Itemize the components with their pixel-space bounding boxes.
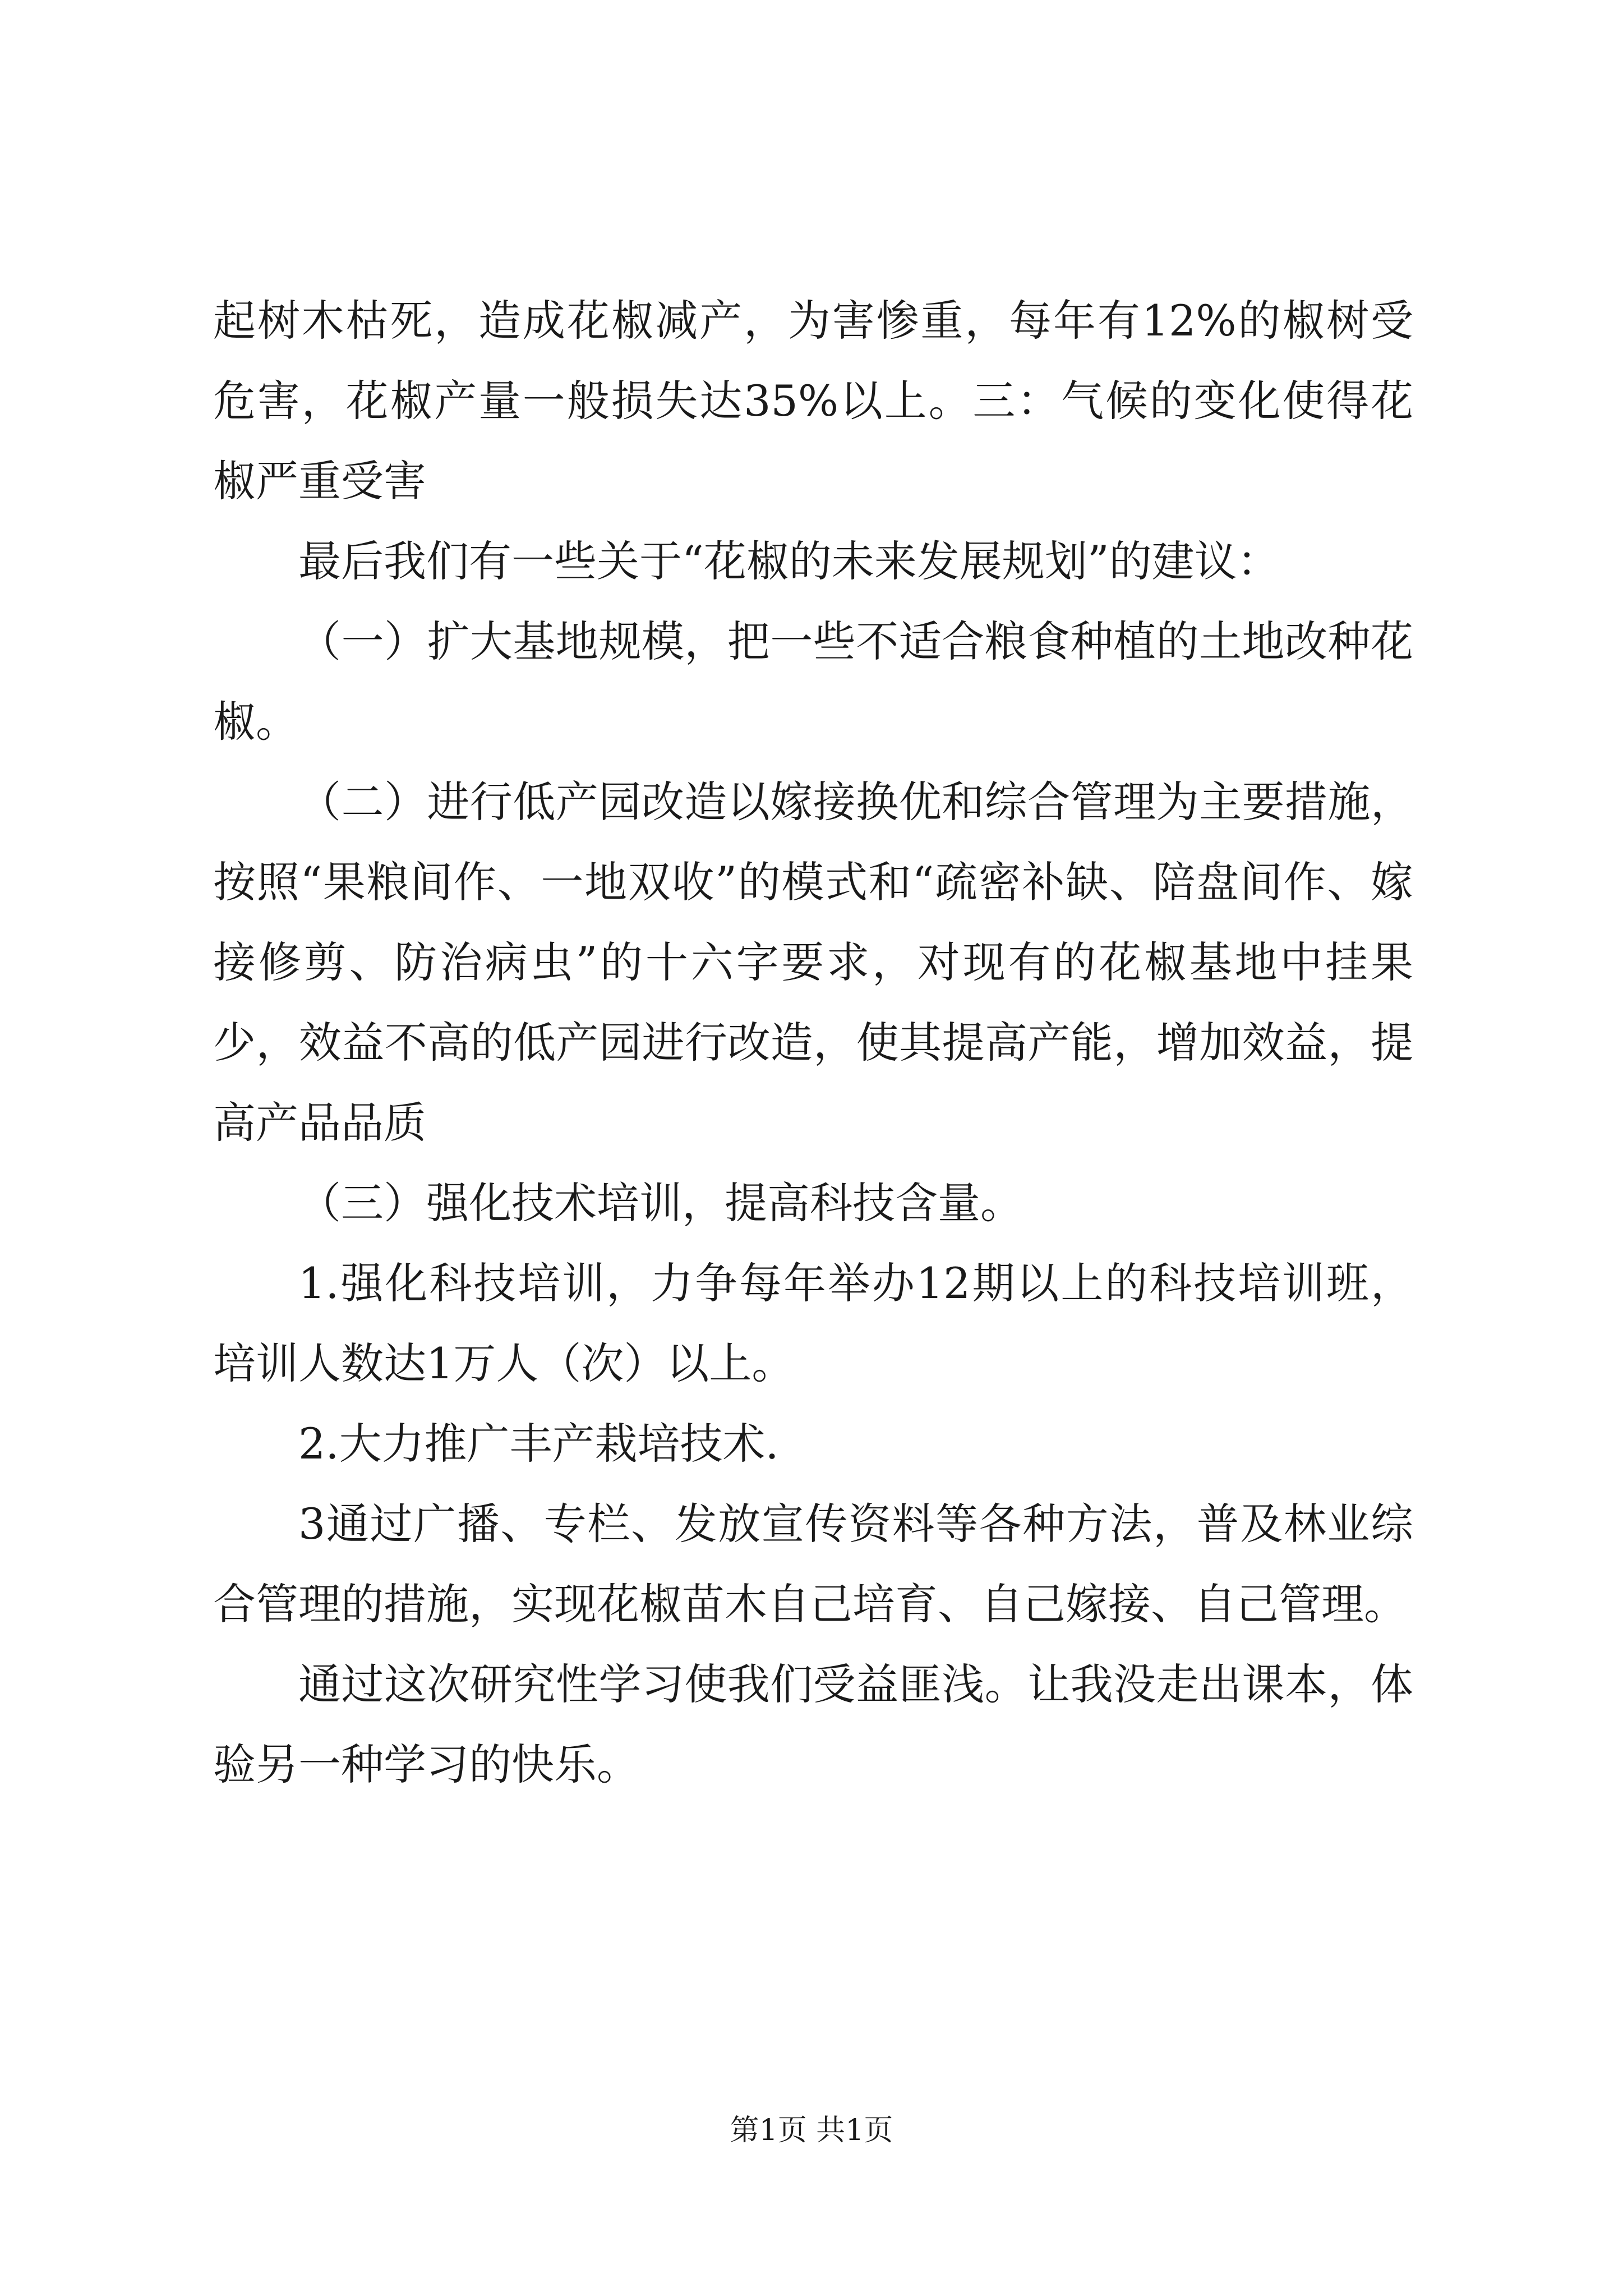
paragraph-conclusion: 通过这次研究性学习使我们受益匪浅。让我没走出课本，体验另一种学习的快乐。 (213, 1659, 1413, 1789)
paragraph-item-3: 3通过广播、专栏、发放宣传资料等各种方法，普及林业综合管理的措施，实现花椒苗木自己培育、自己嫁接、自己管理。 (213, 1499, 1413, 1629)
paragraph-suggestion-2: （二）进行低产园改造以嫁接换优和综合管理为主要措施，按照“果粮间作、一地双收”的模式和“疏密补缺、陪盘间作、嫁接修剪、防治病虫”的十六字要求，对现有的花椒基地中挂果少，效益不高的低产园进行改造，使其提高产能，增加效益，提高产品品质 (213, 777, 1413, 1148)
paragraph-continued: 起树木枯死，造成花椒减产，为害惨重，每年有12%的椒树受危害，花椒产量一般损失达35%以上。三：气候的变化使得花椒严重受害 (213, 296, 1413, 506)
paragraph-suggestion-1: （一）扩大基地规模，把一些不适合粮食种植的土地改种花椒。 (213, 616, 1413, 747)
paragraph-item-1: 1.强化科技培训，力争每年举办12期以上的科技培训班，培训人数达1万人（次）以上。 (213, 1258, 1413, 1388)
paragraph-suggestions-intro: 最后我们有一些关于“花椒的未来发展规划”的建议： (298, 536, 1280, 586)
document-body (213, 280, 1413, 1805)
paragraph-item-2: 2.大力推广丰产栽培技术. (298, 1419, 779, 1469)
page-footer: 第1页 共1页 (730, 2114, 893, 2147)
paragraph-suggestion-3: （三）强化技术培训，提高科技含量。 (298, 1178, 1023, 1228)
